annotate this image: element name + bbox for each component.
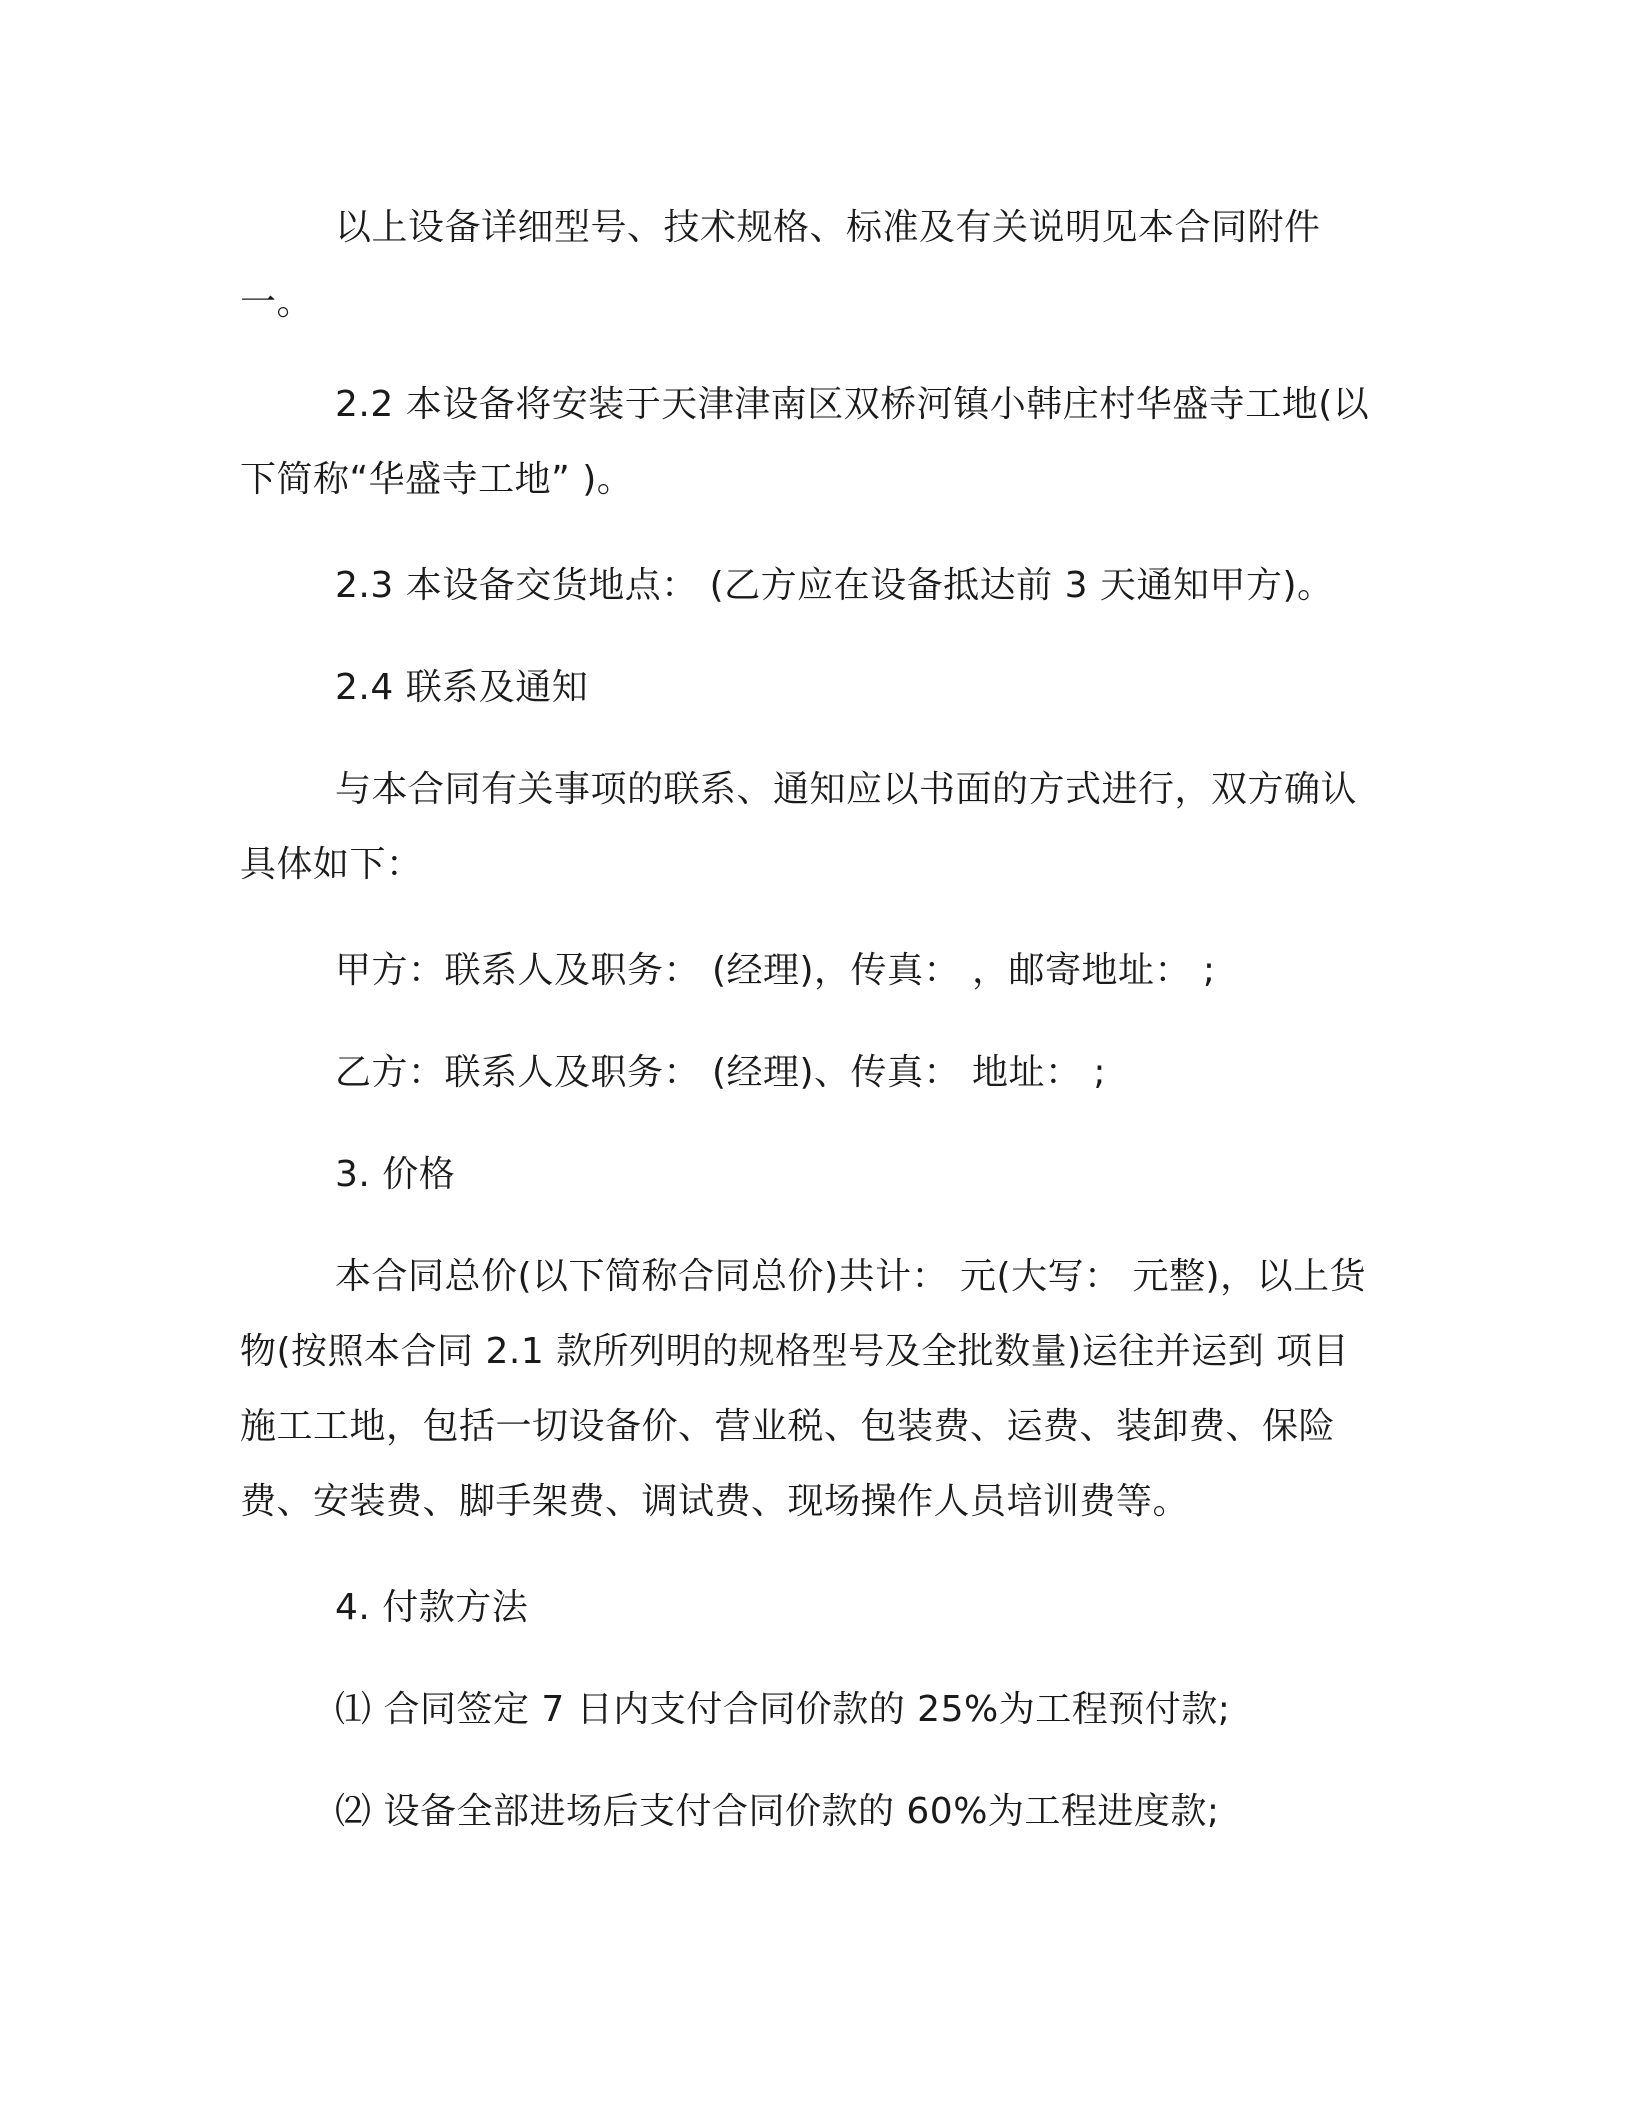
paragraph-equipment-specs: 以上设备详细型号、技术规格、标准及有关说明见本合同附件一。 [240, 207, 1321, 323]
paragraph-payment-progress: ⑵ 设备全部进场后支付合同价款的 60%为工程进度款; [335, 1791, 1220, 1832]
document-body [240, 190, 1370, 1876]
paragraph-party-b-contact: 乙方：联系人及职务： (经理)、传真： 地址： ; [335, 1052, 1107, 1093]
paragraph-payment-advance: ⑴ 合同签定 7 日内支付合同价款的 25%为工程预付款; [335, 1689, 1231, 1730]
paragraph-installation-site: 2.2 本设备将安装于天津津南区双桥河镇小韩庄村华盛寺工地(以下简称“华盛寺工地” )。 [240, 384, 1370, 500]
paragraph-delivery-location: 2.3 本设备交货地点： (乙方应在设备抵达前 3 天通知甲方)。 [335, 565, 1334, 606]
paragraph-total-price: 本合同总价(以下简称合同总价)共计： 元(大写： 元整)，以上货物(按照本合同 2.1 款所列明的规格型号及全批数量)运往并运到 项目施工工地，包括一切设备价、营业税、包装费、运费、装卸费、保险费、安装费、脚手架费、调试费、现场操作人员培训费等。 [240, 1256, 1367, 1522]
heading-contact-notice: 2.4 联系及通知 [335, 667, 589, 708]
heading-price: 3. 价格 [335, 1154, 456, 1195]
paragraph-party-a-contact: 甲方：联系人及职务： (经理)，传真： ，邮寄地址： ; [335, 950, 1216, 991]
heading-payment-method: 4. 付款方法 [335, 1587, 529, 1628]
paragraph-contact-method: 与本合同有关事项的联系、通知应以书面的方式进行，双方确认具体如下： [240, 769, 1358, 885]
